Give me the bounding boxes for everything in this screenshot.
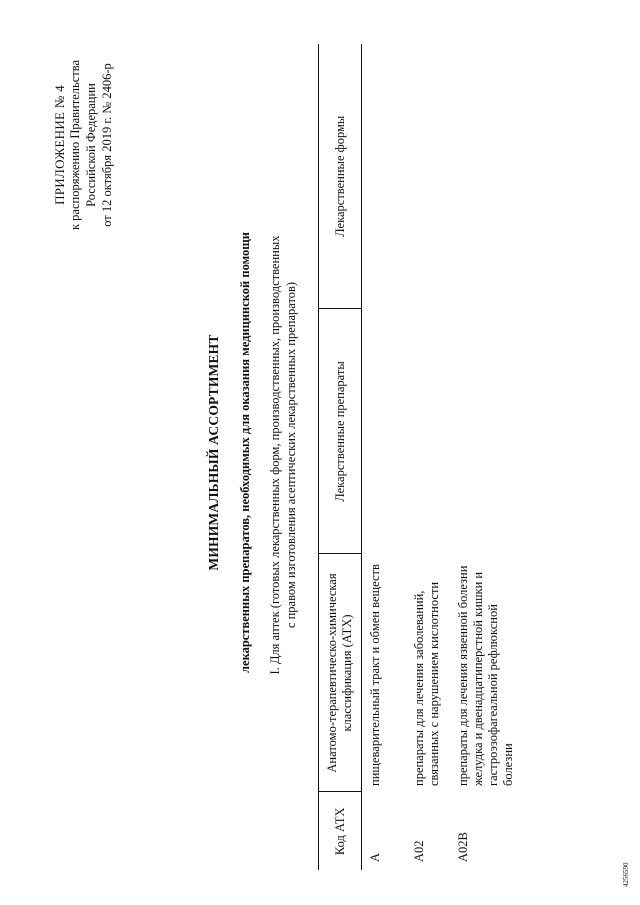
table-row bbox=[362, 44, 406, 870]
appendix-heading: ПРИЛОЖЕНИЕ № 4 bbox=[52, 85, 67, 205]
table-row bbox=[450, 44, 522, 870]
cell-atx: пищеварительный тракт и обмен веществ bbox=[368, 564, 382, 786]
header-form: Лекарственные формы bbox=[319, 44, 362, 309]
table-header-row bbox=[319, 44, 362, 870]
cell-code: A02B bbox=[455, 832, 470, 862]
cell-code: A02 bbox=[411, 840, 426, 862]
cell-form bbox=[406, 44, 450, 309]
document-subtitle: лекарственных препаратов, необходимых для оказания медицинской помощи bbox=[238, 232, 252, 673]
appendix-line-1: к распоряжению Правительства bbox=[68, 60, 83, 231]
appendix-line-3: от 12 октября 2019 г. № 2406-р bbox=[99, 63, 114, 227]
cell-form bbox=[450, 44, 522, 309]
header-atx: Анатомо-терапевтическо-химическая классификация (АТХ) bbox=[319, 554, 362, 792]
document-number: 4256590 bbox=[622, 862, 630, 887]
cell-atx: препараты для лечения язвенной болезни желудка и двенадцатиперстной кишки и гастроэзофагеальной рефлюксной болезни bbox=[455, 565, 515, 786]
cell-drug bbox=[406, 309, 450, 554]
table-row bbox=[406, 44, 450, 870]
cell-atx: препараты для лечения заболеваний, связанных с нарушением кислотности bbox=[411, 581, 441, 786]
header-code: Код АТХ bbox=[319, 792, 362, 870]
assortment-table bbox=[318, 44, 522, 870]
document-title: МИНИМАЛЬНЫЙ АССОРТИМЕНТ bbox=[206, 334, 221, 571]
cell-code: A bbox=[368, 852, 382, 862]
appendix-line-2: Российской Федерации bbox=[83, 83, 98, 207]
header-drug: Лекарственные препараты bbox=[319, 309, 362, 554]
appendix-block bbox=[52, 25, 115, 265]
cell-form bbox=[362, 44, 406, 309]
cell-drug bbox=[362, 309, 406, 554]
section-heading bbox=[268, 205, 299, 705]
section-heading-line-1: I. Для аптек (готовых лекарственных форм, производственных, производственных bbox=[268, 235, 282, 675]
section-heading-line-2: с правом изготовления асептических лекарственных препаратов) bbox=[283, 281, 298, 629]
cell-drug bbox=[450, 309, 522, 554]
